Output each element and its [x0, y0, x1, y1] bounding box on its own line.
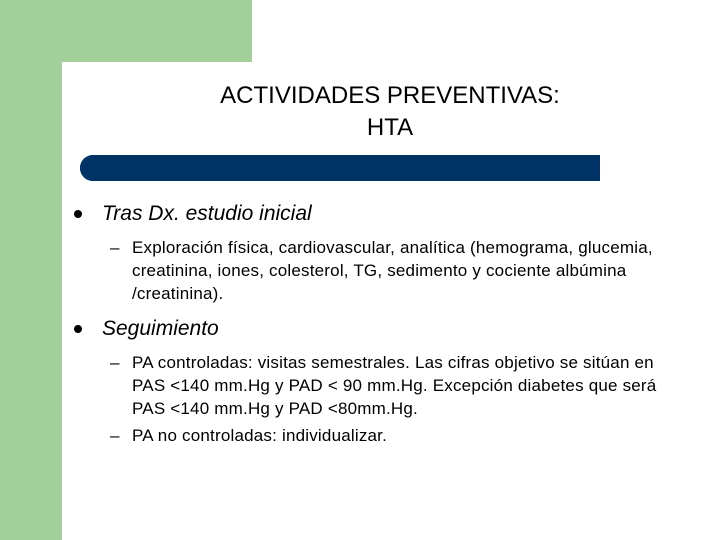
dash-bullet-icon: – — [110, 426, 120, 445]
slide-panel-corner — [62, 62, 122, 122]
dash-bullet-icon: – — [110, 353, 120, 372]
title-line-2: HTA — [366, 114, 414, 141]
round-bullet-icon — [74, 325, 82, 333]
round-bullet-icon — [74, 210, 82, 218]
title-divider-bar — [80, 155, 600, 181]
decorative-green-band-top — [0, 0, 252, 62]
sub-bullet-item — [72, 424, 672, 447]
sub-bullet-text: Exploración física, cardiovascular, analítica (hemograma, glucemia, creatinina, iones, colesterol, TG, sedimento y cociente albúmina /creatinina). — [132, 238, 653, 303]
slide-title — [120, 80, 660, 144]
title-divider-cap — [80, 155, 106, 181]
section-heading: Tras Dx. estudio inicial — [102, 202, 312, 225]
dash-bullet-icon: – — [110, 238, 120, 257]
title-line-1: ACTIVIDADES PREVENTIVAS: — [220, 82, 560, 109]
bullet-section-follow-up — [72, 315, 672, 343]
sub-bullet-item — [72, 351, 672, 420]
section-heading: Seguimiento — [102, 317, 219, 340]
sub-bullet-text: PA controladas: visitas semestrales. Las cifras objetivo se sitúan en PAS <140 mm.Hg y PAD < 90 mm.Hg. Excepción diabetes que será PAS <140 mm.Hg y PAD <80mm.Hg. — [132, 353, 657, 418]
slide-body — [72, 200, 672, 451]
decorative-green-band-left — [0, 62, 62, 540]
bullet-section-initial-study — [72, 200, 672, 228]
sub-bullet-item — [72, 236, 672, 305]
sub-bullet-text: PA no controladas: individualizar. — [132, 426, 388, 445]
